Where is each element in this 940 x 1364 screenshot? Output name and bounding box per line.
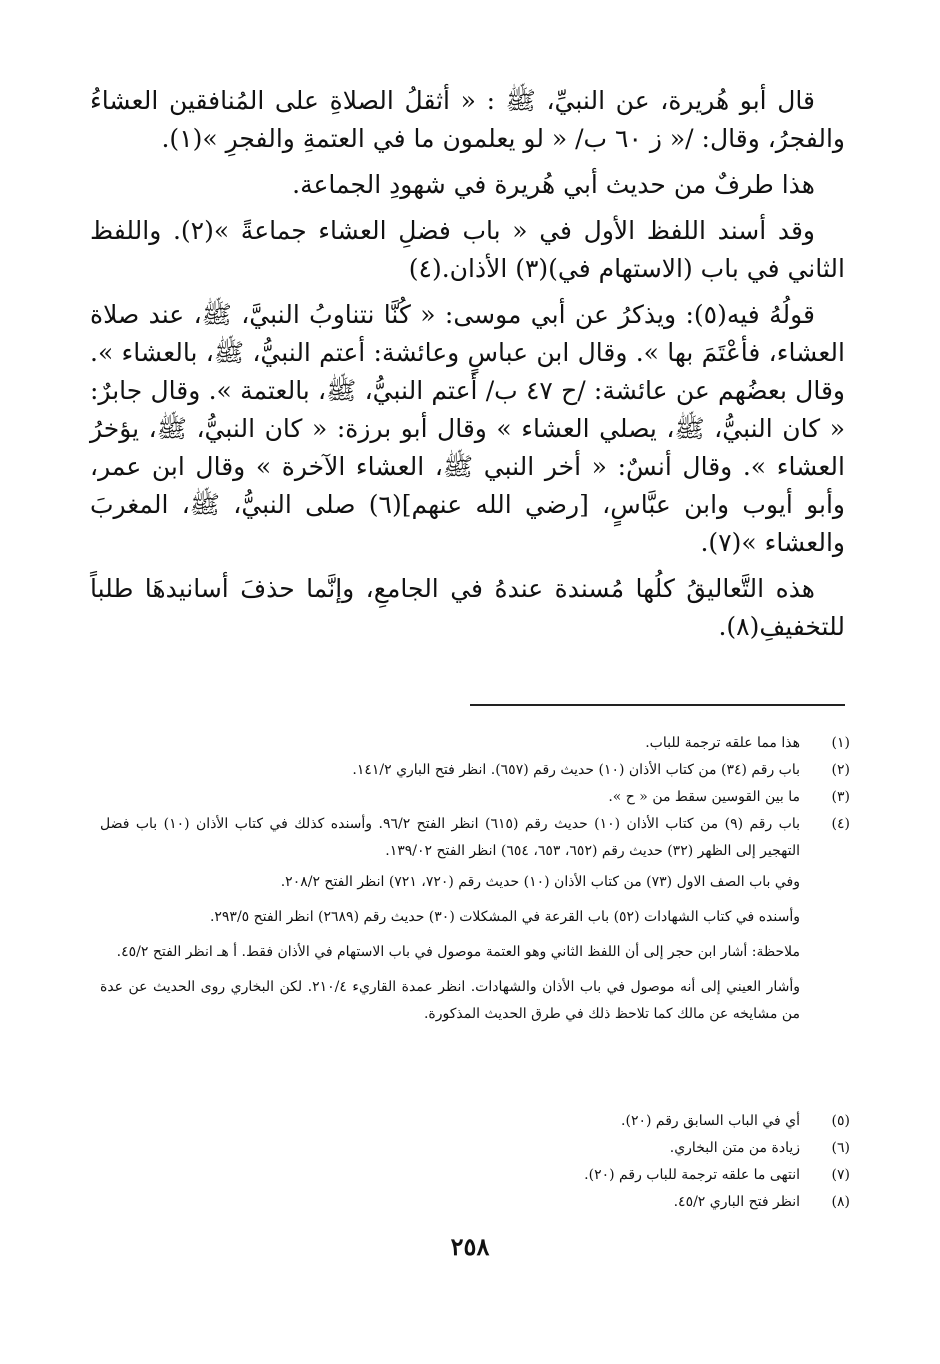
footnote [100,1162,850,1189]
footnote-continuation: وأسنده في كتاب الشهادات (٥٢) باب القرعة في المشكلات (٣٠) حديث رقم (٢٦٨٩) انظر الفتح ٢٩٣/٥. [209,909,800,925]
paragraph: هذا طرفٌ من حديث أبي هُريرة في شهودِ الجماعة. [292,170,815,199]
footnote-note: ملاحظة: أشار ابن حجر إلى أن اللفظ الثاني وهو العتمة موصول في باب الاستهام في الأذان فقط. أ هـ انظر الفتح ٤٥/٢. [116,944,800,960]
footnote-number: (٤) [831,816,850,832]
footnote-number: (٨) [831,1194,850,1210]
footnote-text: باب رقم (٩) من كتاب الأذان (١٠) حديث رقم (٦١٥) انظر الفتح ٩٦/٢. وأسنده كذلك في كتاب الأذان (١٠) باب فضل التهجير إلى الظهر (٣٢) حديث رقم (٦٥٢، ٦٥٣، ٦٥٤) انظر الفتح ١٣٩/٠٢. [100,816,801,859]
footnote-number: (١) [831,735,850,751]
footnote-number: (٢) [831,762,850,778]
paragraph: وقد أسند اللفظ الأول في « باب فضلِ العشاء جماعةً »(٢). واللفظ الثاني في باب (الاستهام في)(٣) الأذان.(٤) [90,216,845,283]
footnote-text: ما بين القوسين سقط من « ح ». [608,789,800,805]
paragraph: قال أبو هُريرة، عن النبيِّ، ﷺ : « أثقلُ الصلاةِ على المُنافقين العشاءُ والفجرُ، وقال: /« ز ٦٠ ب/ « لو يعلمون ما في العتمةِ والفجرِ »(١). [90,86,845,153]
footnote-text: هذا مما علقه ترجمة للباب. [645,735,800,751]
main-text [90,82,845,654]
footnote-text: انتهى ما علقه ترجمة للباب رقم (٢٠). [584,1167,800,1183]
footnote-continuation: وفي باب الصف الاول (٧٣) من كتاب الأذان (١٠) حديث رقم (٧٢٠، ٧٢١) انظر الفتح ٢٠٨/٢. [280,874,800,890]
footnotes-lower [100,1108,850,1216]
footnote [100,757,850,784]
footnote-text: باب رقم (٣٤) من كتاب الأذان (١٠) حديث رقم (٦٥٧). انظر فتح الباري ١٤١/٢. [352,762,800,778]
footnote-number: (٥) [831,1113,850,1129]
footnote [100,1189,850,1216]
footnote-continuation: وأشار العيني إلى أنه موصول في باب الأذان والشهادات. انظر عمدة القاريء ٢١٠/٤. لكن البخاري روى الحديث عن عدة من مشايخه عن مالك كما تلاحظ ذلك في طرق الحديث المذكورة. [100,979,800,1022]
paragraph: هذه التَّعاليقُ كلُها مُسندة عندهُ في الجامعِ، وإنَّما حذفَ أسانيدهَا طلباً للتخفيفِ(٨). [90,574,845,641]
footnote-number: (٣) [831,789,850,805]
page-number: ٢٥٨ [450,1232,490,1261]
footnote [100,784,850,811]
footnote-divider [470,704,845,706]
footnote [100,811,850,865]
footnotes-upper [100,730,850,1032]
footnote-text: انظر فتح الباري ٤٥/٢. [673,1194,800,1210]
footnote-number: (٦) [831,1140,850,1156]
footnote [100,730,850,757]
footnote [100,1108,850,1135]
footnote [100,1135,850,1162]
paragraph: قولُهُ فيه(٥): ويذكرُ عن أبي موسى: « كُنَّا نتناوبُ النبيَّ، ﷺ، عند صلاة العشاء، فأعْتَمَ بها ». وقال ابن عباسٍ وعائشة: أعتم النبيُّ، ﷺ، بالعشاء ». وقال بعضُهم عن عائشة: /ح ٤٧ ب/ أعتم النبيُّ، ﷺ، بالعتمة ». وقال جابرٌ: « كان النبيُّ، ﷺ، يصلي العشاء » وقال أبو برزة: « كان النبيُّ، ﷺ، يؤخرُ العشاء ». وقال أنسٌ: « أخر النبي ﷺ، العشاء الآخرة » وقال ابن عمر، وأبو أيوب وابن عبَّاسٍ، [رضي الله عنهم](٦) صلى النبيُّ، ﷺ، المغربَ والعشاء »(٧). [90,300,845,557]
footnote-text: زيادة من متن البخاري. [669,1140,800,1156]
footnote-number: (٧) [831,1167,850,1183]
footnote-text: أي في الباب السابق رقم (٢٠). [621,1113,800,1129]
